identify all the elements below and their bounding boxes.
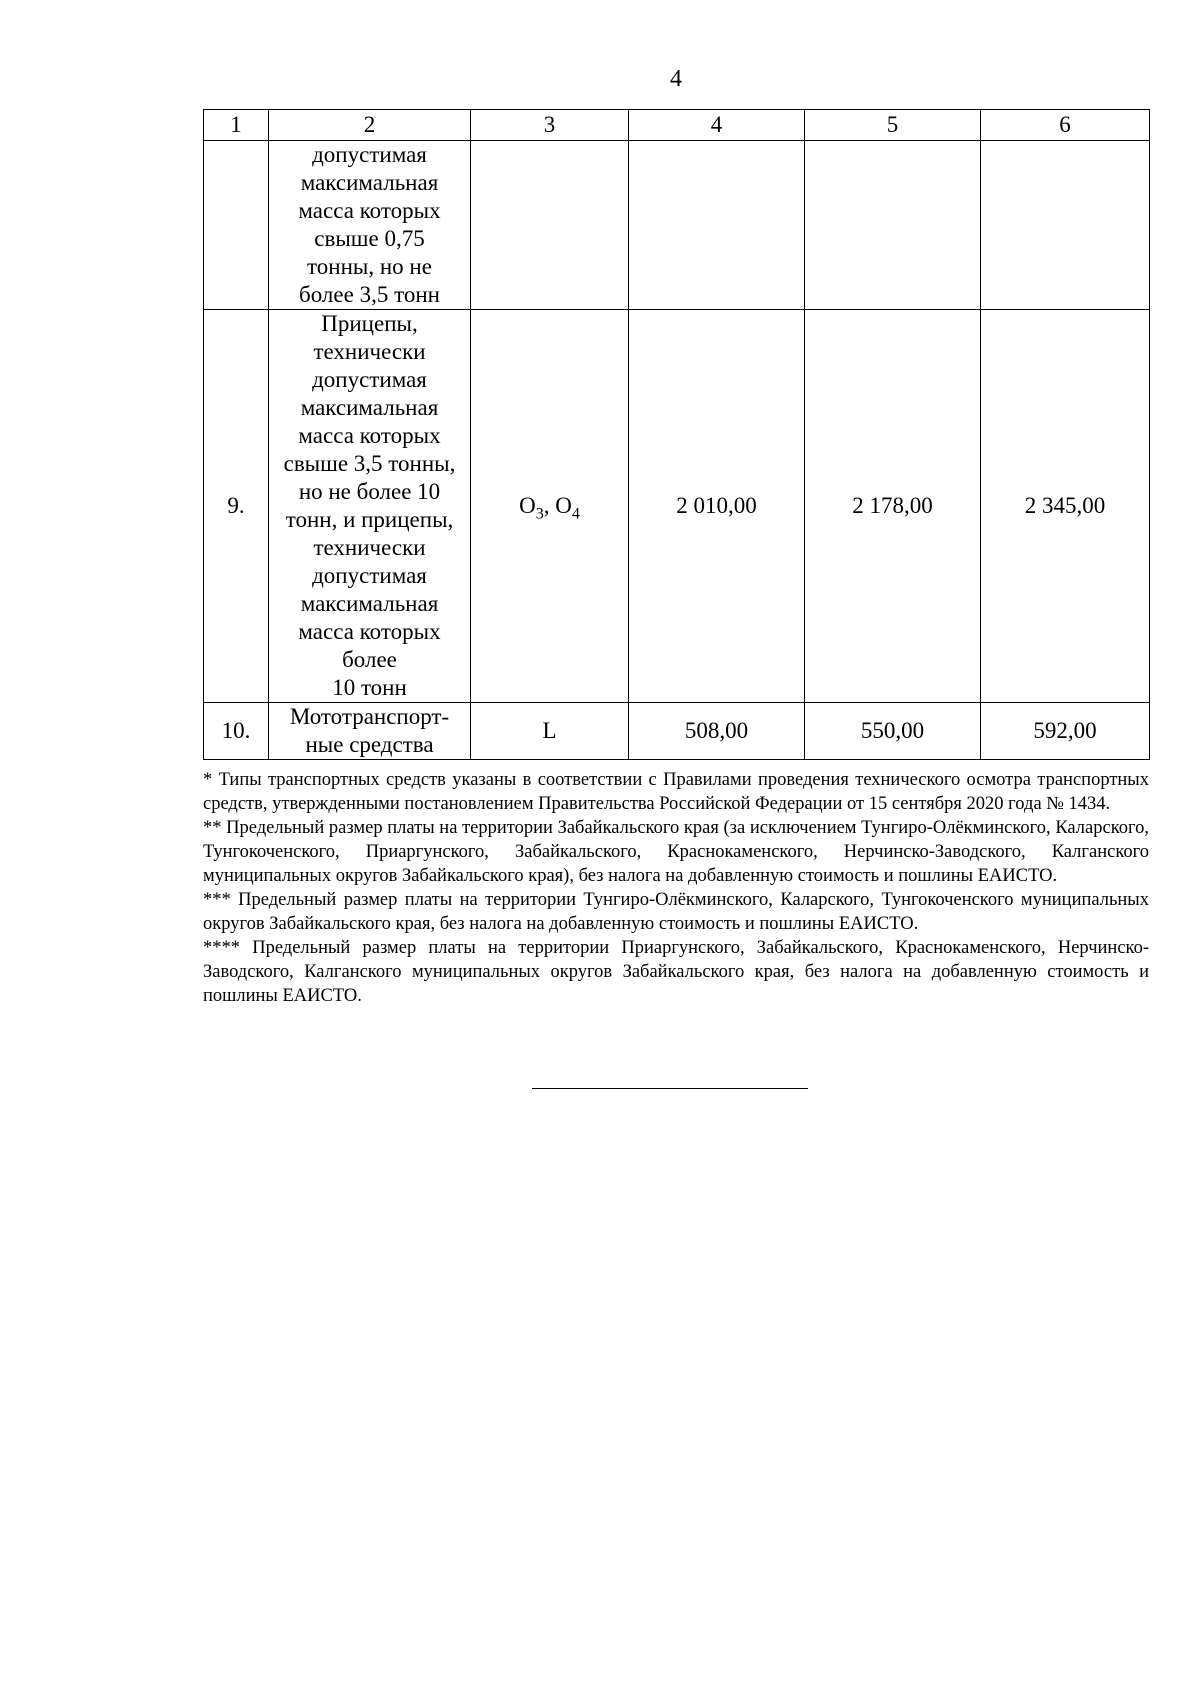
category-letter: O xyxy=(519,493,536,518)
vehicle-description-cell: Мототранспорт- ные средства xyxy=(269,703,471,760)
price-cell: 2 178,00 xyxy=(805,310,981,703)
footnote: *** Предельный размер платы на территории Тунгиро-Олёкминского, Каларского, Тунгокоченского муниципальных округов Забайкальского края, без налога на добавленную стоимость и пошлины ЕАИСТО. xyxy=(203,890,1149,934)
header-cell: 2 xyxy=(269,110,471,141)
category-letter: , O xyxy=(543,493,572,518)
price-cell: 592,00 xyxy=(981,703,1150,760)
vehicle-category-cell: L xyxy=(471,703,629,760)
footnote: * Типы транспортных средств указаны в соответствии с Правилами проведения технического осмотра транспортных средств, утвержденными постановлением Правительства Российской Федерации от 15 сентября 2020 года № 1434. xyxy=(203,770,1149,814)
header-cell: 3 xyxy=(471,110,629,141)
row-number-cell xyxy=(204,141,269,310)
price-cell xyxy=(805,141,981,310)
table-row xyxy=(204,703,1150,760)
price-cell xyxy=(629,141,805,310)
table-row xyxy=(204,141,1150,310)
category-subscript: 3 xyxy=(535,505,544,523)
end-separator-line xyxy=(532,1088,808,1089)
category-subscript: 4 xyxy=(571,505,580,523)
footnotes xyxy=(203,768,1149,1008)
header-cell: 4 xyxy=(629,110,805,141)
price-cell xyxy=(981,141,1150,310)
table-header-row xyxy=(204,110,1150,141)
vehicle-category-cell xyxy=(471,141,629,310)
price-cell: 2 010,00 xyxy=(629,310,805,703)
page-number: 4 xyxy=(670,66,682,92)
vehicle-description-cell: Прицепы, технически допустимая максимальная масса которых свыше 3,5 тонны, но не более 10 тонн, и прицепы, технически допустимая максимальная масса которых более 10 тонн xyxy=(269,310,471,703)
vehicle-category-cell xyxy=(471,310,629,703)
row-number-cell: 10. xyxy=(204,703,269,760)
header-cell: 6 xyxy=(981,110,1150,141)
tariff-table xyxy=(203,109,1150,760)
table-row xyxy=(204,310,1150,703)
price-cell: 508,00 xyxy=(629,703,805,760)
footnote: **** Предельный размер платы на территории Приаргунского, Забайкальского, Краснокаменского, Нерчинско-Заводского, Калганского муниципальных округов Забайкальского края, без налога на добавленную стоимость и пошлины ЕАИСТО. xyxy=(203,938,1149,1006)
header-cell: 1 xyxy=(204,110,269,141)
price-cell: 2 345,00 xyxy=(981,310,1150,703)
price-cell: 550,00 xyxy=(805,703,981,760)
vehicle-description-cell: допустимая максимальная масса которых свыше 0,75 тонны, но не более 3,5 тонн xyxy=(269,141,471,310)
footnote: ** Предельный размер платы на территории Забайкальского края (за исключением Тунгиро-Олёкминского, Каларского, Тунгокоченского, Приаргунского, Забайкальского, Краснокаменского, Нерчинско-Заводского, Калганского муниципальных округов Забайкальского края), без налога на добавленную стоимость и пошлины ЕАИСТО. xyxy=(203,818,1149,886)
header-cell: 5 xyxy=(805,110,981,141)
row-number-cell: 9. xyxy=(204,310,269,703)
